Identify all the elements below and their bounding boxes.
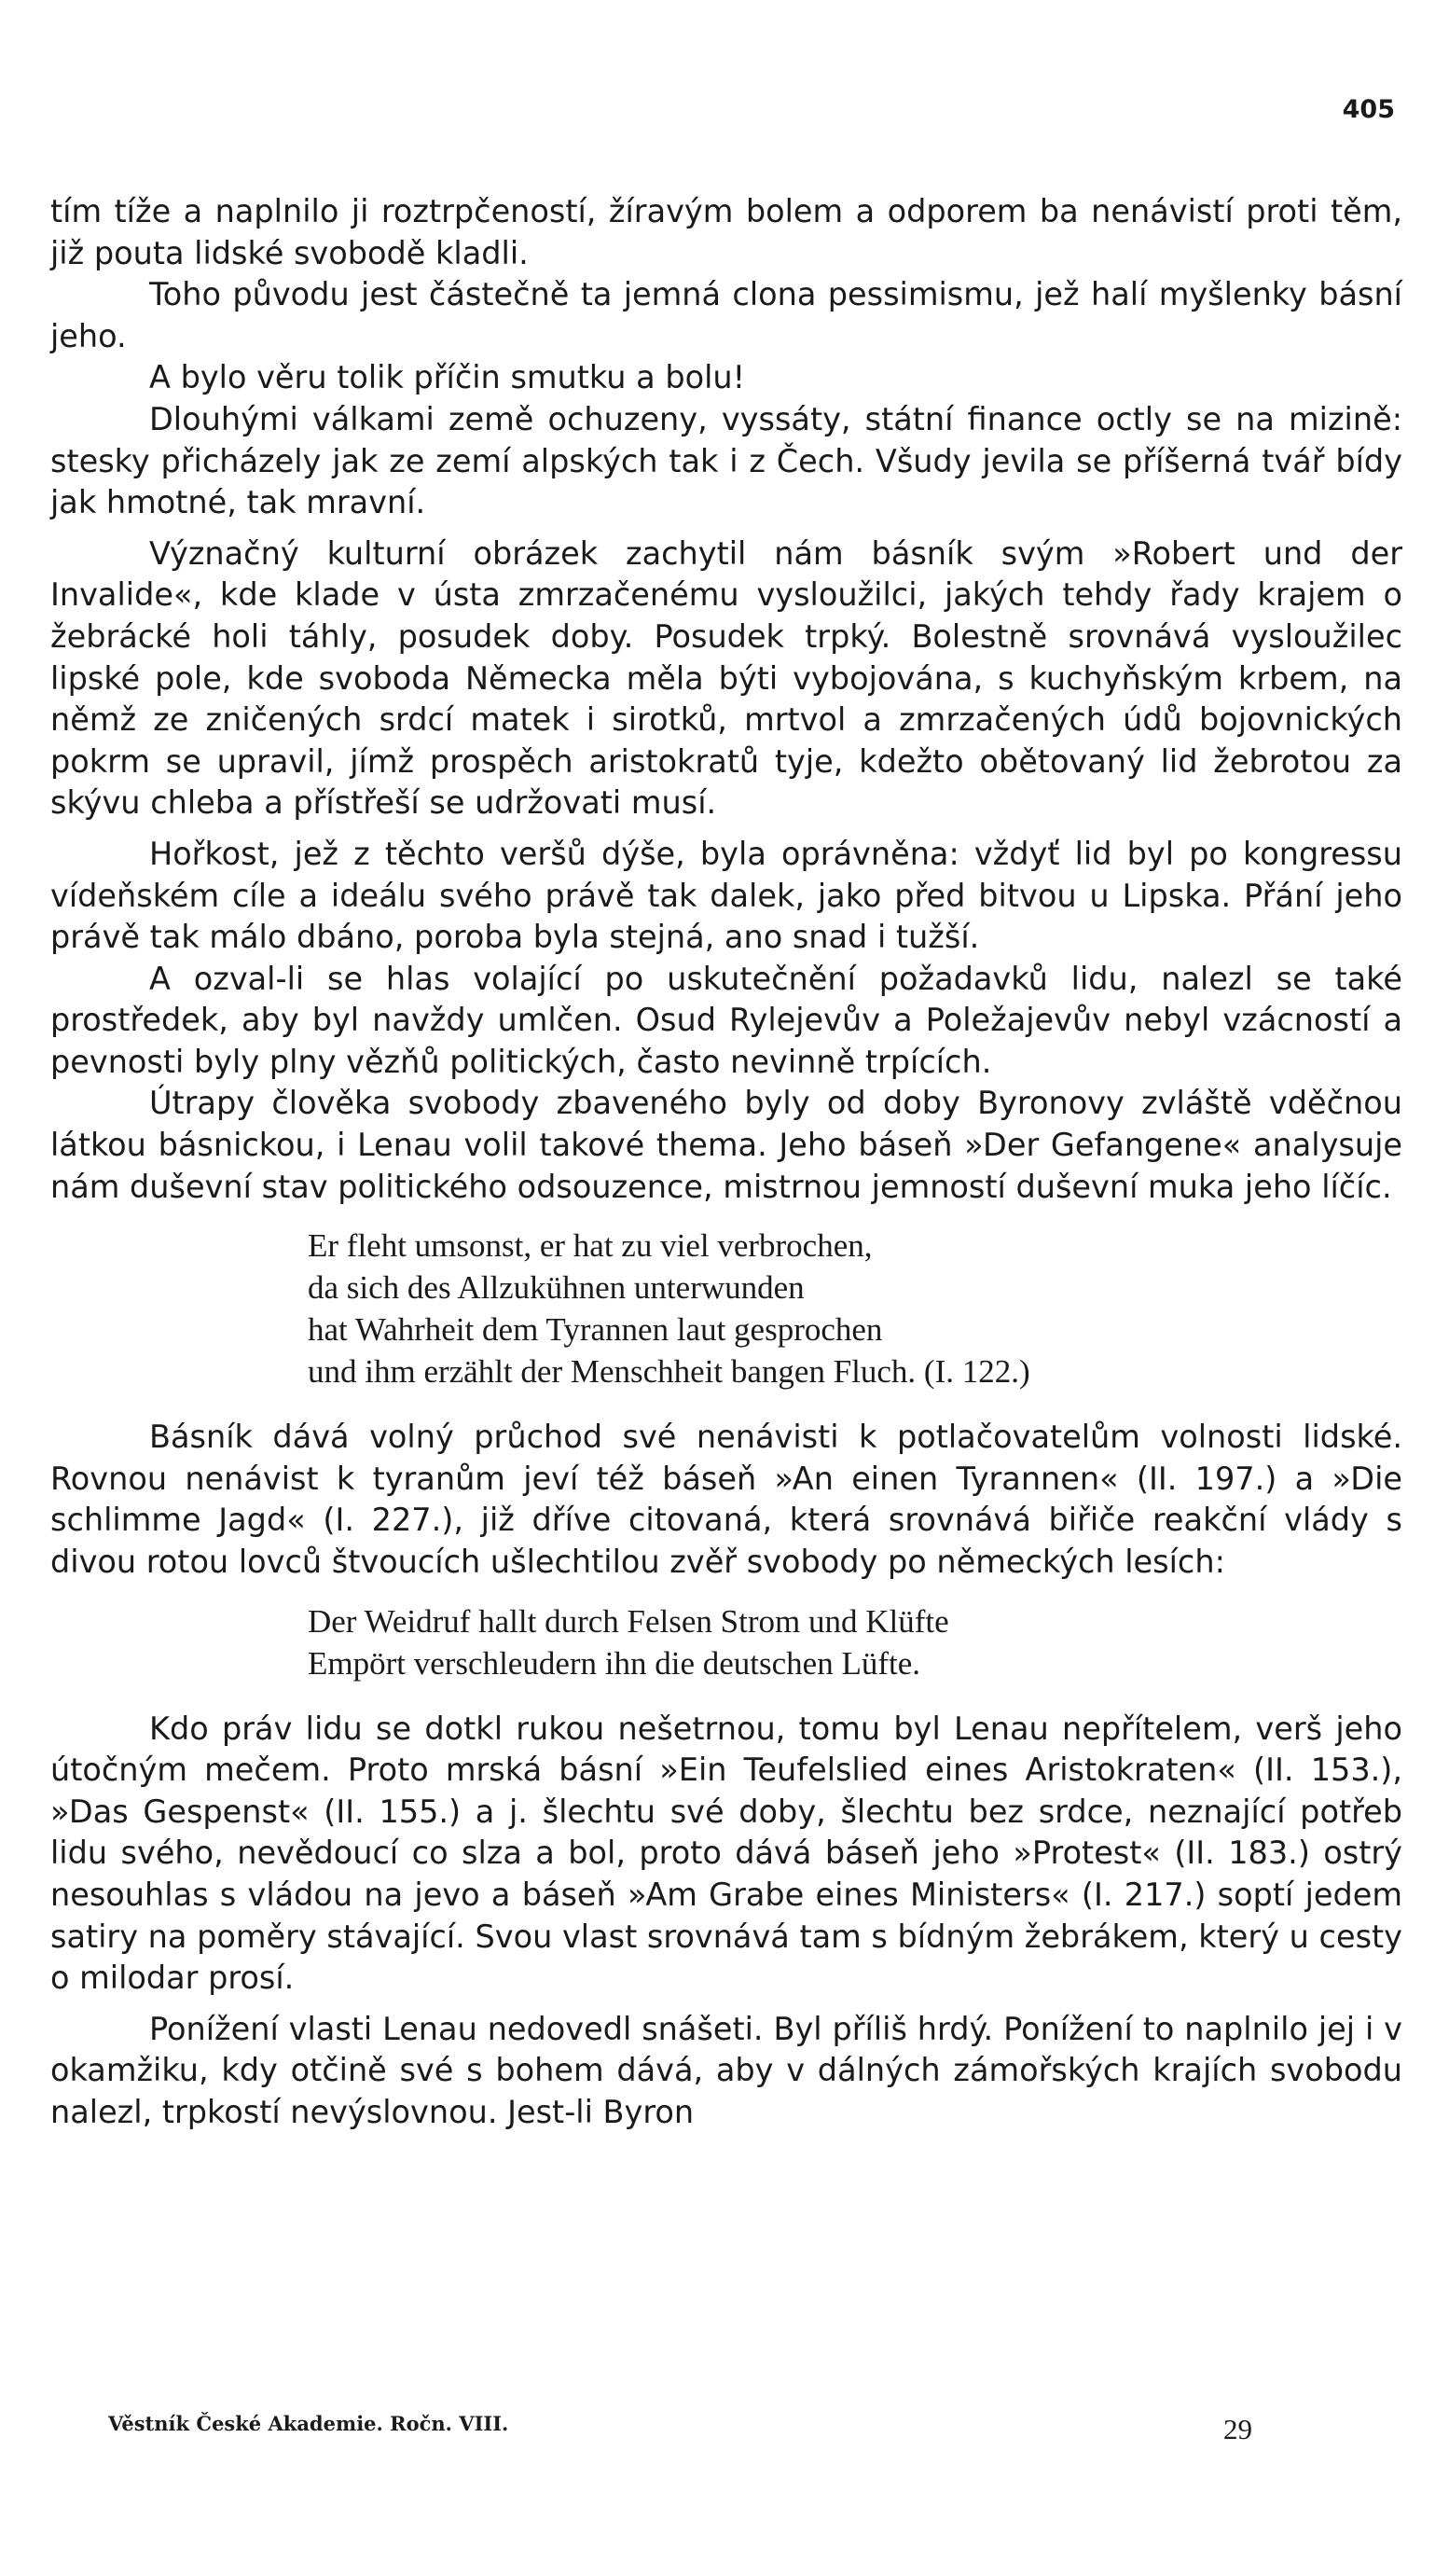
paragraph: A bylo věru tolik příčin smutku a bolu! [149, 359, 746, 396]
paragraph: Toho původu jest částečně ta jemná clona pessimismu, jež halí myšlenky básní jeho. [50, 276, 1402, 354]
verse-line: da sich des Allzukühnen unterwunden [308, 1269, 805, 1307]
paragraph: A ozval-li se hlas volající po uskutečnění požadavků lidu, nalezl se také prostředek, aby byl navždy umlčen. Osud Rylejevův a Poležajevův nebyl vzácností a pevnosti byly plny vězňů politických, často nevinně trpících. [50, 960, 1402, 1080]
footer-signature: 29 [1223, 2413, 1252, 2445]
paragraph: Význačný kulturní obrázek zachytil nám básník svým »Robert und der Invalide«, kde klade v ústa zmrzačenému vysloužilci, jakých tehdy řady krajem o žebrácké holi táhly, posudek doby. Posudek trpký. Bolestně srovnává vysloužilec lipské pole, kde svoboda Německa měla býti vybojována, s kuchyňským krbem, na němž ze zničených srdcí matek i sirotků, mrtvol a zmrzačených údů bojovnických pokrm se upravil, jímž prospěch aristokratů tyje, kdežto obětovaný lid žebrotou za skývu chleba a přístřeší se udržovati musí. [50, 534, 1402, 822]
paragraph: Ponížení vlasti Lenau nedovedl snášeti. Byl příliš hrdý. Ponížení to naplnilo jej i v okamžiku, kdy otčině své s bohem dává, aby v dálných zámořských krajích svobodu nalezl, trpkostí nevýslovnou. Jest-li Byron [50, 2010, 1402, 2130]
verse-line: Empört verschleudern ihn die deutschen Lüfte. [308, 1644, 921, 1682]
paragraph: tím tíže a naplnilo ji roztrpčeností, žíravým bolem a odporem ba nenávistí proti těm, již pouta lidské svobodě kladli. [50, 193, 1402, 271]
verse-line: Der Weidruf hallt durch Felsen Strom und Klüfte [308, 1602, 949, 1640]
paragraph: Hořkost, jež z těchto veršů dýše, byla oprávněna: vždyť lid byl po kongressu vídeňském cíle a ideálu svého právě tak dalek, jako před bitvou u Lipska. Přání jeho právě tak málo dbáno, poroba byla stejná, ano snad i tužší. [50, 835, 1402, 956]
verse-quote [308, 1225, 1402, 1392]
verse-line: hat Wahrheit dem Tyrannen laut gesprochen [308, 1311, 883, 1349]
paragraph: Útrapy člověka svobody zbaveného byly od doby Byronovy zvláště vděčnou látkou básnickou, i Lenau volil takové thema. Jeho báseň »Der Gefangene« analysuje nám duševní stav politického odsouzence, mistrnou jemností duševní muka jeho líčíc. [50, 1085, 1402, 1205]
footer-journal: Věstník České Akademie. Ročn. VIII. [108, 2412, 509, 2435]
verse-line: Er fleht umsonst, er hat zu viel verbrochen, [308, 1227, 873, 1265]
paragraph: Kdo práv lidu se dotkl rukou nešetrnou, tomu byl Lenau nepřítelem, verš jeho útočným mečem. Proto mrská básní »Ein Teufelslied eines Aristokraten« (II. 153.), »Das Gespenst« (II. 155.) a j. šlechtu své doby, šlechtu bez srdce, neznající potřeb lidu svého, nevědoucí co slza a bol, proto dává báseň jeho »Protest« (II. 183.) ostrý nesouhlas s vládou na jevo a báseň »Am Grabe eines Ministers« (I. 217.) soptí jedem satiry na poměry stávající. Svou vlast srovnává tam s bídným žebrákem, který u cesty o milodar prosí. [50, 1710, 1402, 1997]
page-number: 405 [1342, 95, 1395, 124]
body-text [50, 191, 1402, 2134]
verse-line: und ihm erzählt der Menschheit bangen Fluch. (I. 122.) [308, 1353, 1030, 1391]
paragraph: Básník dává volný průchod své nenávisti k potlačovatelům volnosti lidské. Rovnou nenávist k tyranům jeví též báseň »An einen Tyrannen« (II. 197.) a »Die schlimme Jagd« (I. 227.), již dříve citovaná, která srovnává biřiče reakční vlády s divou rotou lovců štvoucích ušlechtilou zvěř svobody po německých lesích: [50, 1419, 1402, 1581]
verse-quote [308, 1600, 1402, 1684]
paragraph: Dlouhými válkami země ochuzeny, vyssáty, státní finance octly se na mizině: stesky přicházely jak ze zemí alpských tak i z Čech. Všudy jevila se příšerná tvář bídy jak hmotné, tak mravní. [50, 400, 1402, 521]
